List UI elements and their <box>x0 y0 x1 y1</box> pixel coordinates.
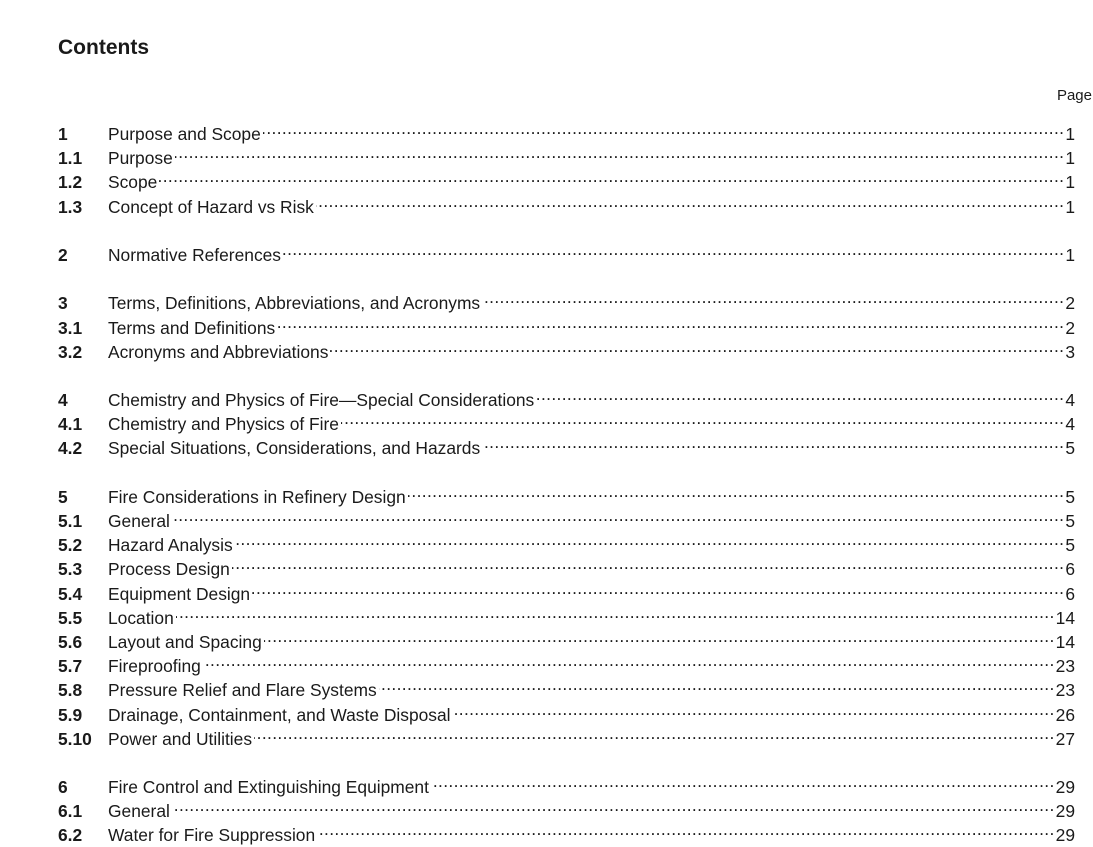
toc-entry-page: 1 <box>1065 124 1075 144</box>
dot-leader <box>235 527 1065 551</box>
toc-entry-title[interactable]: Drainage, Containment, and Waste Disposal <box>108 704 451 725</box>
toc-entry-number: 1.1 <box>58 148 83 169</box>
toc-entry[interactable] <box>58 527 1075 556</box>
toc-entry[interactable] <box>58 624 1075 652</box>
dot-leader <box>252 576 1064 600</box>
toc-entry-page: 5 <box>1065 535 1075 556</box>
dot-leader <box>232 551 1065 575</box>
toc-entry-page: 5 <box>1065 438 1075 459</box>
dot-leader <box>536 382 1064 406</box>
toc-entry[interactable] <box>58 817 1075 846</box>
toc-entry-page: 5 <box>1065 511 1075 531</box>
toc-entry-page: 14 <box>1055 607 1075 628</box>
dot-leader <box>453 697 1055 721</box>
toc-entry-page: 1 <box>1065 172 1075 193</box>
toc-entry-number: 5.10 <box>58 728 92 749</box>
toc-entry-page: 14 <box>1055 631 1075 652</box>
toc-entry-page: 29 <box>1055 801 1075 822</box>
toc-entry-title[interactable]: General <box>108 511 170 531</box>
dot-leader <box>431 769 1055 793</box>
toc-entry-number: 5.5 <box>58 607 83 628</box>
dot-leader <box>263 116 1065 140</box>
toc-entry-title[interactable]: Purpose <box>108 148 173 169</box>
toc-entry-number: 1.3 <box>58 196 83 217</box>
dot-leader <box>379 672 1055 696</box>
toc-entry-title[interactable]: Fire Control and Extinguishing Equipment <box>108 777 429 798</box>
toc-entry-number: 5.3 <box>58 559 83 580</box>
toc-entry-title[interactable]: Process Design <box>108 559 230 580</box>
toc-entry-page: 2 <box>1065 293 1075 314</box>
toc-entry-page: 4 <box>1065 390 1075 411</box>
toc-entry-number: 4.2 <box>58 438 83 459</box>
toc-entry-number: 6 <box>58 777 68 798</box>
toc-entry-title[interactable]: Layout and Spacing <box>108 631 262 652</box>
toc-entry-number: 3 <box>58 293 68 314</box>
toc-entry[interactable] <box>58 189 1075 217</box>
toc-entry-title[interactable]: Hazard Analysis <box>108 535 233 556</box>
contents-heading: Contents <box>58 36 149 59</box>
toc-entry[interactable] <box>58 600 1075 628</box>
toc-entry-title[interactable]: Fireproofing <box>108 656 201 677</box>
toc-entry-page: 5 <box>1065 486 1075 507</box>
toc-entry-page: 4 <box>1065 414 1075 435</box>
toc-entry-title[interactable]: Terms, Definitions, Abbreviations, and Acronyms <box>108 293 481 314</box>
toc-entry-title[interactable]: Purpose and Scope <box>108 124 261 144</box>
dot-leader <box>317 817 1055 841</box>
toc-entry[interactable] <box>58 769 1075 798</box>
toc-entry-title[interactable]: Normative References <box>108 244 282 265</box>
dot-leader <box>283 237 1064 261</box>
toc-entry-title[interactable]: Chemistry and Physics of Fire <box>108 414 339 435</box>
dot-leader <box>172 793 1055 817</box>
dot-leader <box>482 285 1064 309</box>
toc-entry[interactable] <box>58 237 1075 265</box>
dot-leader <box>277 310 1064 334</box>
toc-entry-number: 3.1 <box>58 317 83 338</box>
toc-entry-page: 1 <box>1065 196 1075 217</box>
toc-entry-title[interactable]: Equipment Design <box>108 583 251 604</box>
toc-entry[interactable] <box>58 672 1075 701</box>
toc-entry-number: 3.2 <box>58 341 83 362</box>
toc-entry[interactable] <box>58 503 1075 531</box>
toc-entry-page: 23 <box>1055 680 1075 701</box>
toc-entry-page: 23 <box>1055 656 1075 677</box>
toc-entry-number: 6.1 <box>58 801 83 822</box>
toc-entry-page: 26 <box>1055 704 1075 725</box>
toc-entry-number: 1.2 <box>58 172 83 193</box>
toc-entry-title[interactable]: General <box>108 801 170 822</box>
toc-entry-number: 5.6 <box>58 631 83 652</box>
toc-entry-number: 5.8 <box>58 680 83 701</box>
toc-entry-page: 6 <box>1065 559 1075 580</box>
toc-entry-title[interactable]: Chemistry and Physics of Fire—Special Considerations <box>108 390 535 411</box>
dot-leader <box>316 189 1064 213</box>
toc-entry-title[interactable]: Terms and Definitions <box>108 317 276 338</box>
dot-leader <box>482 430 1064 454</box>
toc-entry-number: 4 <box>58 390 68 411</box>
toc-entry[interactable] <box>58 479 1075 507</box>
toc-entry-number: 5.1 <box>58 511 83 531</box>
dot-leader <box>175 140 1065 164</box>
toc-entry-title[interactable]: Special Situations, Considerations, and Hazards <box>108 438 481 459</box>
toc-entry[interactable] <box>58 116 1075 144</box>
toc-entry-title[interactable]: Concept of Hazard vs Risk <box>108 196 314 217</box>
toc-entry-page: 2 <box>1065 317 1075 338</box>
toc-entry-number: 5.2 <box>58 535 83 556</box>
toc-entry-number: 6.2 <box>58 825 83 846</box>
toc-entry-number: 4.1 <box>58 414 83 435</box>
toc-entry-page: 29 <box>1055 825 1075 846</box>
toc-entry-title[interactable]: Water for Fire Suppression <box>108 825 316 846</box>
dot-leader <box>330 334 1064 358</box>
toc-entry[interactable] <box>58 648 1075 677</box>
toc-entry-title[interactable]: Power and Utilities <box>108 728 253 749</box>
toc-entry[interactable] <box>58 164 1075 193</box>
toc-entry-page: 1 <box>1065 244 1075 265</box>
toc-entry-title[interactable]: Fire Considerations in Refinery Design <box>108 486 406 507</box>
dot-leader <box>172 503 1064 527</box>
toc-entry-number: 5 <box>58 486 68 507</box>
dot-leader <box>203 648 1055 672</box>
toc-entry-page: 27 <box>1055 728 1075 749</box>
toc-entry-page: 3 <box>1065 341 1075 362</box>
toc-entry-title[interactable]: Acronyms and Abbreviations <box>108 341 329 362</box>
toc-entry-page: 1 <box>1065 148 1075 169</box>
toc-entry-number: 5.7 <box>58 656 83 677</box>
toc-entry-number: 1 <box>58 124 68 144</box>
toc-entry-title[interactable]: Pressure Relief and Flare Systems <box>108 680 377 701</box>
page-column-label: Page <box>1056 87 1092 104</box>
dot-leader <box>159 164 1064 188</box>
toc-entry[interactable] <box>58 285 1075 314</box>
dot-leader <box>254 721 1055 745</box>
toc-entry[interactable] <box>58 382 1075 411</box>
toc-entry[interactable] <box>58 793 1075 822</box>
toc-entry-title[interactable]: Scope <box>108 172 158 193</box>
dot-leader <box>341 406 1064 430</box>
toc-entry-number: 5.4 <box>58 583 83 604</box>
toc-entry-page: 29 <box>1055 777 1075 798</box>
toc-entry-number: 2 <box>58 244 68 265</box>
table-of-contents <box>58 116 1075 846</box>
toc-entry-page: 6 <box>1065 583 1075 604</box>
dot-leader <box>176 600 1055 624</box>
toc-entry-number: 5.9 <box>58 704 83 725</box>
toc-entry-title[interactable]: Location <box>108 607 174 628</box>
dot-leader <box>264 624 1055 648</box>
dot-leader <box>408 479 1065 503</box>
toc-entry[interactable] <box>58 140 1075 169</box>
